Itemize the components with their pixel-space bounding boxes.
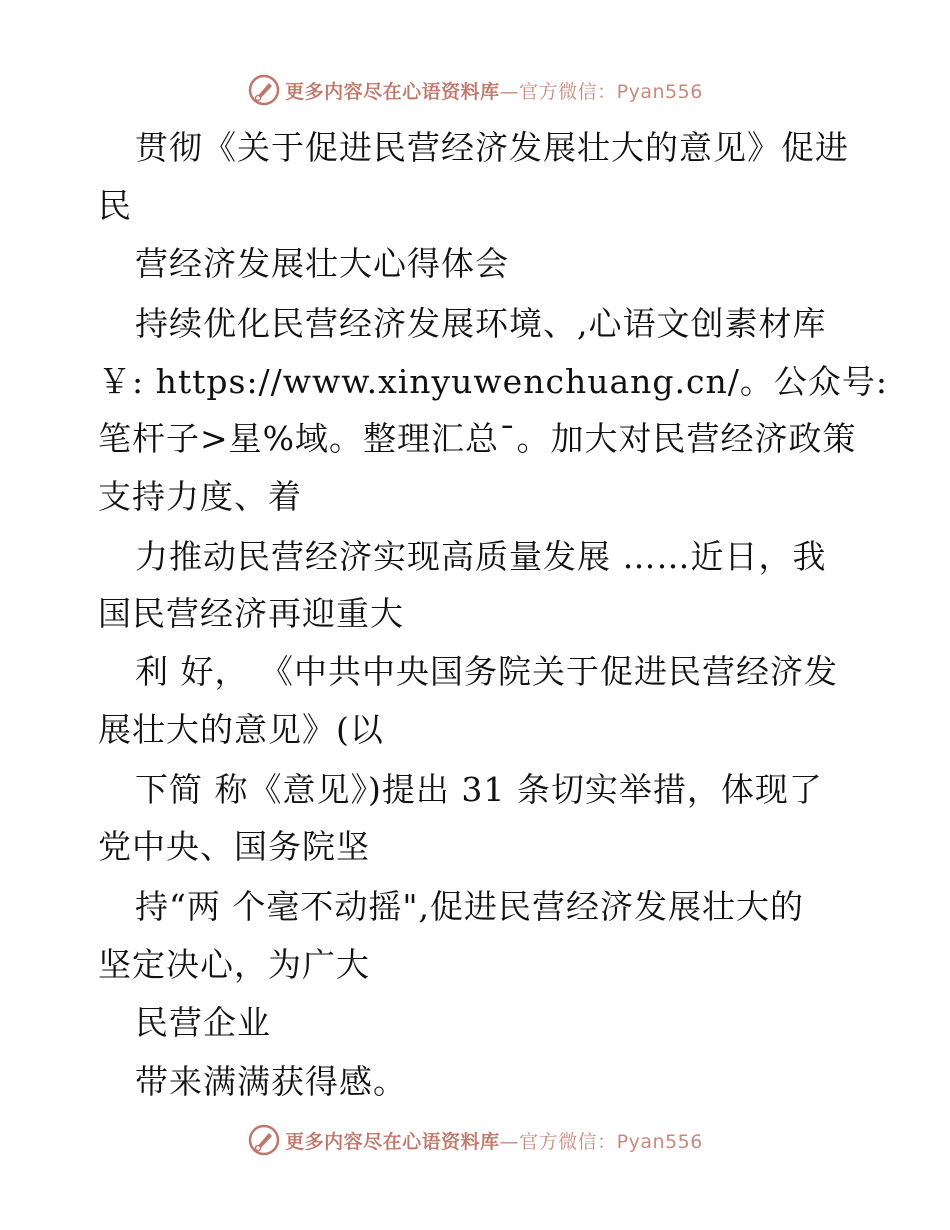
paragraph-line: 支持力度、着 — [98, 477, 302, 516]
paragraph-line: ￥: https://www.xinyuwenchuang.cn/。公众号: — [98, 362, 888, 401]
paragraph-line: 下简 称《意见》)提出 31 条切实举措，体现了 — [135, 770, 823, 809]
paragraph-line: 贯彻《关于促进民营经济发展壮大的意见》促进 — [135, 128, 849, 167]
paragraph-line: 党中央、国务院坚 — [98, 827, 370, 866]
header-banner-main: 更多内容尽在心语资料库 — [285, 80, 500, 103]
footer-banner — [0, 1120, 950, 1160]
header-banner-separator: — — [499, 80, 520, 103]
pen-nib-logo-icon — [247, 73, 281, 107]
paragraph-line: 笔杆子>星%域。整理汇总¯。加大对民营经济政策 — [98, 419, 857, 458]
footer-banner-main: 更多内容尽在心语资料库 — [285, 1130, 500, 1153]
paragraph-line: 展壮大的意见》(以 — [98, 710, 384, 749]
paragraph-line: 持续优化民营经济发展环境、,心语文创素材库 — [135, 304, 827, 343]
paragraph-line: 民营企业 — [135, 1003, 271, 1042]
header-banner-text — [285, 77, 703, 104]
footer-banner-separator: — — [499, 1130, 520, 1153]
pen-nib-logo-icon — [247, 1123, 281, 1157]
footer-banner-tail: 官方微信：Pyan556 — [519, 1130, 703, 1153]
paragraph-line: 带来满满获得感。 — [135, 1062, 407, 1101]
header-banner — [0, 70, 950, 110]
paragraph-line: 利 好， 《中共中央国务院关于促进民营经济发 — [135, 652, 838, 691]
footer-banner-text — [285, 1127, 703, 1154]
paragraph-line: 国民营经济再迎重大 — [98, 594, 404, 633]
paragraph-line: 营经济发展壮大心得体会 — [135, 244, 509, 283]
paragraph-line: 民 — [98, 186, 132, 225]
paragraph-line: 坚定决心，为广大 — [98, 945, 370, 984]
paragraph-line: 力推动民营经济实现高质量发展 ……近日，我 — [135, 537, 827, 576]
paragraph-line: 持“两 个毫不动摇",促进民营经济发展壮大的 — [135, 887, 805, 926]
header-banner-tail: 官方微信：Pyan556 — [519, 80, 703, 103]
